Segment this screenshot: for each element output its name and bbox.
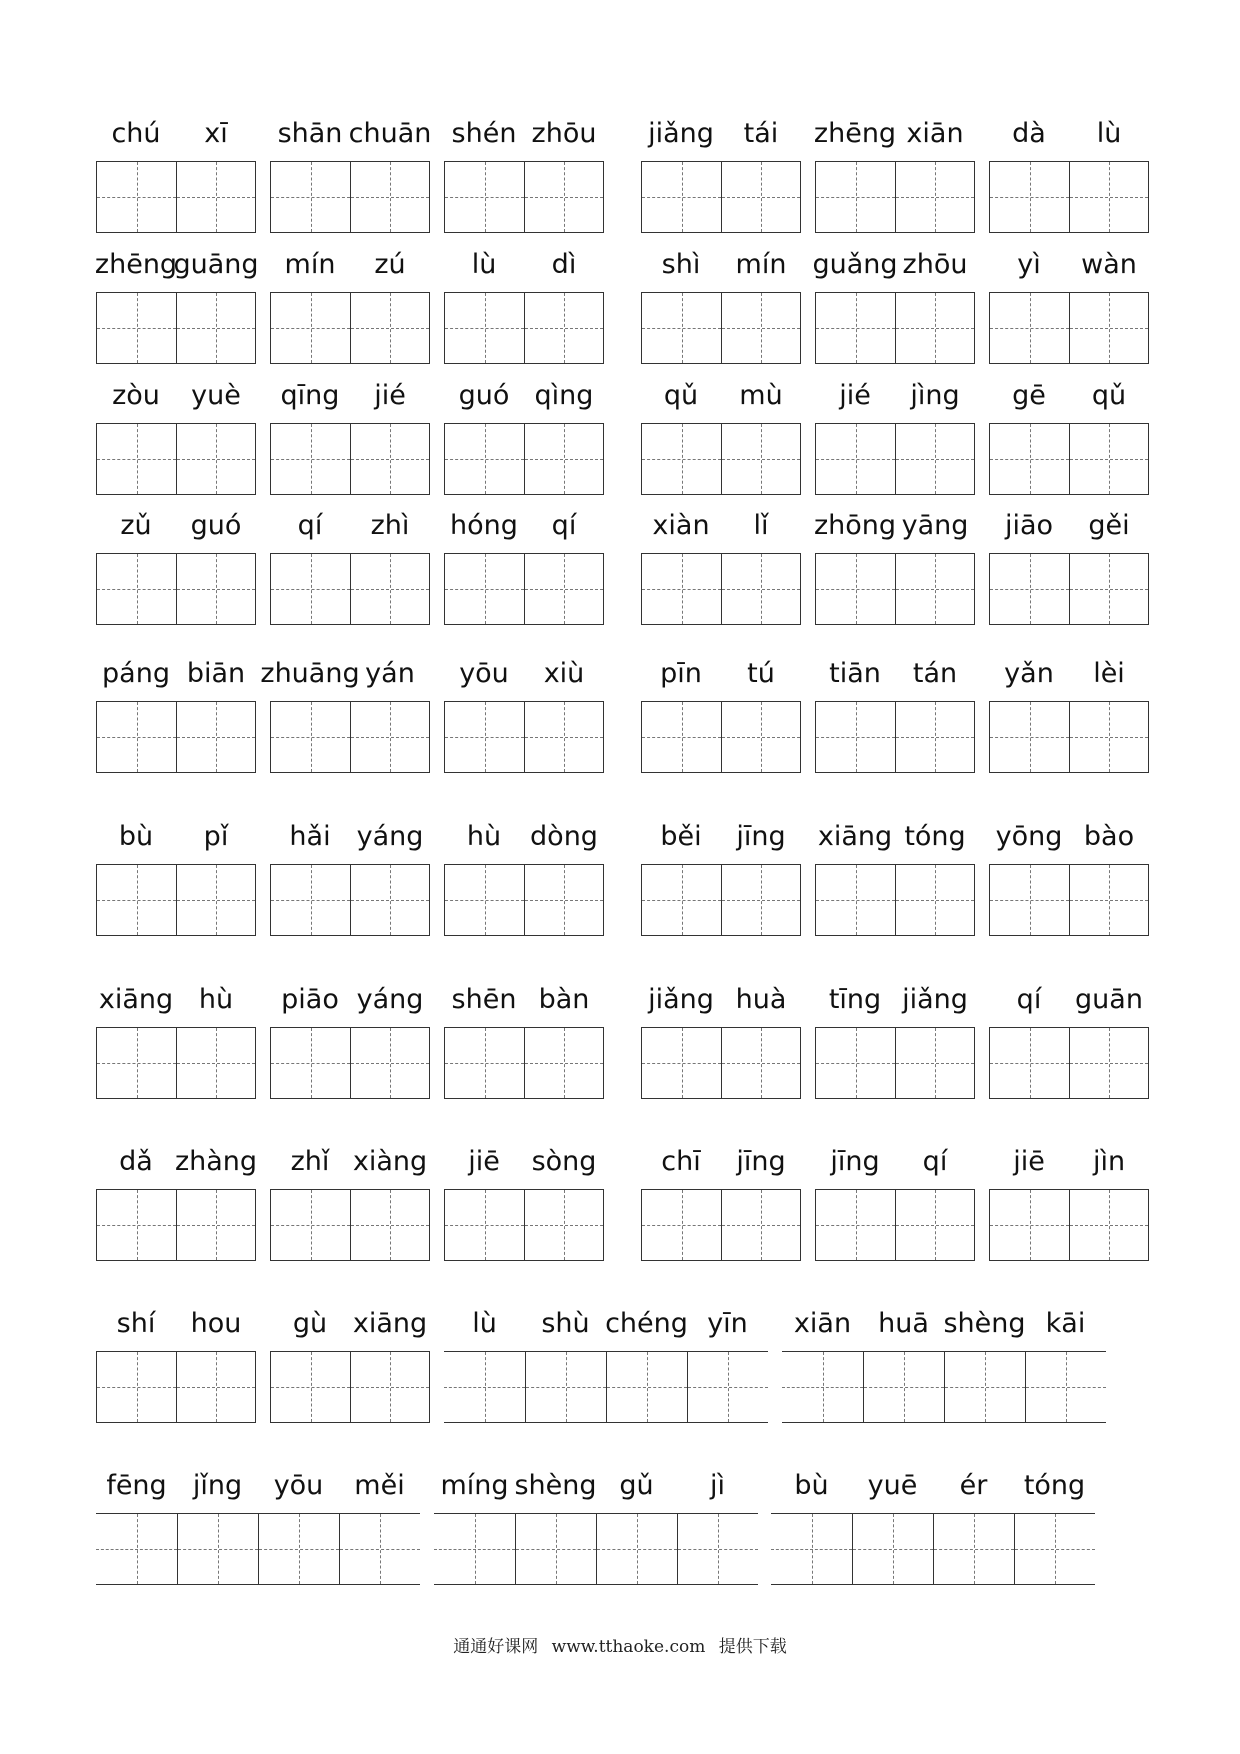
- footer-url: www.tthaoke.com: [551, 1637, 706, 1657]
- pinyin-syllable: xiāng: [817, 821, 893, 852]
- writing-cell[interactable]: [641, 1190, 721, 1260]
- pinyin-syllable: lù: [472, 1308, 497, 1339]
- writing-cell[interactable]: [944, 1352, 1025, 1422]
- writing-cell[interactable]: [270, 1352, 350, 1422]
- pinyin-syllable: jìn: [1092, 1146, 1126, 1177]
- pinyin-syllable: hou: [190, 1308, 242, 1339]
- pinyin-syllable: jié: [839, 380, 871, 411]
- pinyin-syllable: jiē: [468, 1146, 500, 1177]
- writing-box-group: [989, 423, 1149, 495]
- writing-cell[interactable]: [895, 554, 975, 624]
- writing-cell[interactable]: [339, 1514, 420, 1584]
- writing-box-group: [815, 423, 975, 495]
- writing-box-group: [641, 701, 801, 773]
- pinyin-syllable: wàn: [1081, 249, 1137, 280]
- writing-cell[interactable]: [721, 702, 801, 772]
- writing-box-group: [989, 1189, 1149, 1261]
- pinyin-syllable: qìng: [534, 380, 594, 411]
- writing-cell[interactable]: [815, 702, 895, 772]
- writing-box-group: [444, 1351, 768, 1423]
- writing-box-group: [270, 1189, 430, 1261]
- writing-cell[interactable]: [989, 293, 1069, 363]
- writing-box-group: [96, 701, 256, 773]
- writing-box-group: [444, 292, 604, 364]
- writing-cell[interactable]: [524, 865, 604, 935]
- writing-cell[interactable]: [852, 1514, 933, 1584]
- writing-box-group: [641, 864, 801, 936]
- writing-box-group: [815, 1189, 975, 1261]
- writing-cell[interactable]: [1069, 162, 1149, 232]
- footer-suffix: 提供下载: [718, 1637, 787, 1657]
- writing-cell[interactable]: [350, 554, 430, 624]
- writing-cell[interactable]: [1069, 554, 1149, 624]
- pinyin-syllable: shēn: [451, 984, 517, 1015]
- pinyin-syllable: jìng: [910, 380, 960, 411]
- writing-cell[interactable]: [1069, 865, 1149, 935]
- writing-box-group: [444, 701, 604, 773]
- pinyin-syllable: tú: [747, 658, 775, 689]
- pinyin-syllable: ér: [959, 1470, 988, 1501]
- writing-cell[interactable]: [895, 865, 975, 935]
- writing-box-group: [444, 161, 604, 233]
- pinyin-syllable: lù: [1096, 118, 1122, 149]
- footer: [0, 1632, 1240, 1657]
- writing-cell[interactable]: [444, 293, 524, 363]
- writing-cell[interactable]: [721, 162, 801, 232]
- pinyin-syllable: huā: [878, 1308, 929, 1339]
- pinyin-syllable: xī: [204, 118, 228, 149]
- writing-cell[interactable]: [1069, 424, 1149, 494]
- writing-cell[interactable]: [176, 1028, 256, 1098]
- pinyin-syllable: yuè: [191, 380, 241, 411]
- writing-cell[interactable]: [444, 554, 524, 624]
- writing-cell[interactable]: [444, 424, 524, 494]
- pinyin-syllable: guó: [458, 380, 510, 411]
- writing-cell[interactable]: [989, 702, 1069, 772]
- pinyin-syllable: mù: [739, 380, 783, 411]
- pinyin-syllable: tán: [912, 658, 958, 689]
- pinyin-syllable: chuān: [348, 118, 432, 149]
- writing-box-group: [641, 423, 801, 495]
- pinyin-syllable: bào: [1083, 821, 1135, 852]
- pinyin-syllable: lù: [471, 249, 497, 280]
- pinyin-syllable: yǎn: [1004, 658, 1054, 689]
- pinyin-syllable: zú: [374, 249, 406, 280]
- pinyin-syllable: kāi: [1045, 1308, 1086, 1339]
- writing-cell[interactable]: [815, 162, 895, 232]
- pinyin-syllable: shì: [661, 249, 701, 280]
- writing-box-group: [270, 1027, 430, 1099]
- pinyin-syllable: qí: [922, 1146, 948, 1177]
- pinyin-syllable: fēng: [106, 1470, 167, 1501]
- writing-cell[interactable]: [350, 1352, 430, 1422]
- pinyin-syllable: hǎi: [289, 821, 331, 852]
- pinyin-syllable: pīn: [660, 658, 702, 689]
- writing-cell[interactable]: [350, 865, 430, 935]
- writing-cell[interactable]: [641, 554, 721, 624]
- writing-cell[interactable]: [641, 293, 721, 363]
- pinyin-syllable: xiān: [793, 1308, 852, 1339]
- writing-cell[interactable]: [96, 424, 176, 494]
- writing-box-group: [270, 292, 430, 364]
- writing-cell[interactable]: [721, 424, 801, 494]
- writing-cell[interactable]: [815, 1190, 895, 1260]
- writing-cell[interactable]: [525, 1352, 606, 1422]
- writing-cell[interactable]: [350, 1190, 430, 1260]
- writing-box-group: [96, 292, 256, 364]
- pinyin-syllable: yōu: [273, 1470, 324, 1501]
- pinyin-syllable: jǐng: [192, 1470, 243, 1501]
- pinyin-syllable: guǎng: [812, 249, 898, 280]
- writing-cell[interactable]: [270, 293, 350, 363]
- writing-cell[interactable]: [270, 865, 350, 935]
- footer-site: 通通好课网: [453, 1637, 539, 1657]
- pinyin-syllable: lèi: [1093, 658, 1125, 689]
- writing-cell[interactable]: [444, 162, 524, 232]
- pinyin-syllable: xiù: [543, 658, 585, 689]
- writing-cell[interactable]: [782, 1352, 863, 1422]
- writing-box-group: [641, 292, 801, 364]
- writing-box-group: [989, 701, 1149, 773]
- pinyin-syllable: běi: [660, 821, 702, 852]
- pinyin-syllable: xiàng: [352, 1146, 428, 1177]
- writing-cell[interactable]: [444, 702, 524, 772]
- pinyin-syllable: zhì: [370, 510, 410, 541]
- pinyin-syllable: qí: [1016, 984, 1042, 1015]
- writing-cell[interactable]: [270, 1028, 350, 1098]
- writing-box-group: [96, 161, 256, 233]
- writing-cell[interactable]: [96, 162, 176, 232]
- writing-cell[interactable]: [350, 702, 430, 772]
- writing-cell[interactable]: [606, 1352, 687, 1422]
- writing-box-group: [270, 423, 430, 495]
- writing-cell[interactable]: [258, 1514, 339, 1584]
- writing-cell[interactable]: [721, 554, 801, 624]
- pinyin-syllable: piāo: [281, 984, 339, 1015]
- writing-cell[interactable]: [1014, 1514, 1095, 1584]
- writing-box-group: [815, 553, 975, 625]
- writing-cell[interactable]: [989, 162, 1069, 232]
- writing-cell[interactable]: [444, 1352, 525, 1422]
- writing-cell[interactable]: [641, 865, 721, 935]
- pinyin-syllable: tái: [743, 118, 779, 149]
- pinyin-syllable: pǐ: [203, 821, 229, 852]
- writing-cell[interactable]: [176, 1352, 256, 1422]
- writing-box-group: [771, 1513, 1095, 1585]
- writing-box-group: [782, 1351, 1106, 1423]
- pinyin-syllable: dà: [1012, 118, 1046, 149]
- writing-box-group: [270, 864, 430, 936]
- writing-cell[interactable]: [444, 1190, 524, 1260]
- pinyin-syllable: tiān: [829, 658, 881, 689]
- writing-box-group: [96, 553, 256, 625]
- pinyin-syllable: jiāo: [1004, 510, 1054, 541]
- pinyin-syllable: tīng: [828, 984, 882, 1015]
- pinyin-syllable: yōu: [459, 658, 509, 689]
- pinyin-syllable: yáng: [356, 984, 424, 1015]
- pinyin-syllable: jīng: [830, 1146, 880, 1177]
- writing-cell[interactable]: [1025, 1352, 1106, 1422]
- writing-cell[interactable]: [96, 1028, 176, 1098]
- writing-cell[interactable]: [721, 293, 801, 363]
- writing-cell[interactable]: [176, 424, 256, 494]
- writing-cell[interactable]: [933, 1514, 1014, 1584]
- pinyin-syllable: zhōu: [531, 118, 597, 149]
- pinyin-syllable: chī: [661, 1146, 701, 1177]
- writing-box-group: [641, 553, 801, 625]
- writing-cell[interactable]: [1069, 702, 1149, 772]
- writing-cell[interactable]: [96, 1514, 177, 1584]
- pinyin-syllable: xiāng: [352, 1308, 428, 1339]
- pinyin-syllable: yáng: [356, 821, 424, 852]
- writing-cell[interactable]: [177, 1514, 258, 1584]
- pinyin-syllable: zhōng: [813, 510, 897, 541]
- pinyin-syllable: jīng: [736, 821, 786, 852]
- pinyin-syllable: zòu: [112, 380, 160, 411]
- writing-cell[interactable]: [444, 1028, 524, 1098]
- writing-cell[interactable]: [524, 554, 604, 624]
- writing-cell[interactable]: [1069, 293, 1149, 363]
- pinyin-syllable: tóng: [1023, 1470, 1086, 1501]
- writing-box-group: [444, 864, 604, 936]
- pinyin-syllable: sòng: [531, 1146, 597, 1177]
- writing-cell[interactable]: [641, 1028, 721, 1098]
- writing-box-group: [270, 701, 430, 773]
- pinyin-syllable: yāng: [901, 510, 969, 541]
- writing-cell[interactable]: [895, 424, 975, 494]
- pinyin-syllable: shān: [277, 118, 343, 149]
- writing-cell[interactable]: [989, 1190, 1069, 1260]
- pinyin-syllable: jiǎng: [902, 984, 968, 1015]
- pinyin-syllable: jīng: [736, 1146, 786, 1177]
- writing-cell[interactable]: [96, 865, 176, 935]
- pinyin-syllable: zǔ: [120, 510, 152, 541]
- writing-box-group: [96, 1027, 256, 1099]
- pinyin-syllable: shèng: [514, 1470, 597, 1501]
- writing-cell[interactable]: [270, 162, 350, 232]
- pinyin-syllable: yì: [1017, 249, 1041, 280]
- pinyin-syllable: guān: [1075, 984, 1143, 1015]
- pinyin-syllable: biān: [186, 658, 246, 689]
- writing-box-group: [270, 553, 430, 625]
- writing-cell[interactable]: [270, 1190, 350, 1260]
- pinyin-syllable: míng: [440, 1470, 509, 1501]
- pinyin-syllable: gěi: [1088, 510, 1130, 541]
- writing-box-group: [989, 161, 1149, 233]
- writing-cell[interactable]: [677, 1514, 758, 1584]
- pinyin-syllable: zhōu: [902, 249, 968, 280]
- writing-box-group: [989, 864, 1149, 936]
- writing-cell[interactable]: [815, 293, 895, 363]
- writing-box-group: [444, 1027, 604, 1099]
- writing-box-group: [96, 1513, 420, 1585]
- writing-cell[interactable]: [96, 702, 176, 772]
- pinyin-syllable: shù: [541, 1308, 590, 1339]
- writing-cell[interactable]: [524, 1028, 604, 1098]
- pinyin-syllable: hóng: [450, 510, 518, 541]
- pinyin-syllable: páng: [102, 658, 170, 689]
- pinyin-syllable: gē: [1012, 380, 1046, 411]
- writing-cell[interactable]: [176, 1190, 256, 1260]
- pinyin-syllable: guó: [190, 510, 242, 541]
- pinyin-syllable: zhēng: [813, 118, 897, 149]
- writing-cell[interactable]: [350, 424, 430, 494]
- pinyin-syllable: qǔ: [663, 380, 699, 411]
- pinyin-syllable: hù: [466, 821, 502, 852]
- pinyin-syllable: hù: [198, 984, 234, 1015]
- pinyin-syllable: tóng: [904, 821, 966, 852]
- writing-cell[interactable]: [176, 162, 256, 232]
- pinyin-syllable: yōng: [995, 821, 1063, 852]
- pinyin-syllable: qí: [297, 510, 323, 541]
- writing-cell[interactable]: [641, 162, 721, 232]
- pinyin-syllable: zhēng: [94, 249, 178, 280]
- writing-cell[interactable]: [721, 1190, 801, 1260]
- writing-cell[interactable]: [96, 1352, 176, 1422]
- writing-box-group: [270, 1351, 430, 1423]
- pinyin-syllable: xiāng: [98, 984, 174, 1015]
- writing-cell[interactable]: [721, 865, 801, 935]
- pinyin-syllable: dì: [551, 249, 577, 280]
- writing-cell[interactable]: [524, 1190, 604, 1260]
- pinyin-syllable: jié: [374, 380, 406, 411]
- writing-cell[interactable]: [350, 293, 430, 363]
- writing-cell[interactable]: [96, 293, 176, 363]
- writing-cell[interactable]: [176, 865, 256, 935]
- writing-cell[interactable]: [596, 1514, 677, 1584]
- pinyin-syllable: yán: [365, 658, 415, 689]
- writing-cell[interactable]: [524, 424, 604, 494]
- pinyin-syllable: xiàn: [652, 510, 710, 541]
- pinyin-syllable: huà: [735, 984, 787, 1015]
- writing-box-group: [444, 1189, 604, 1261]
- pinyin-syllable: měi: [354, 1470, 405, 1501]
- writing-cell[interactable]: [989, 554, 1069, 624]
- writing-box-group: [96, 1189, 256, 1261]
- writing-cell[interactable]: [524, 702, 604, 772]
- pinyin-syllable: zhǐ: [290, 1146, 330, 1177]
- writing-box-group: [96, 1351, 256, 1423]
- writing-cell[interactable]: [176, 293, 256, 363]
- writing-box-group: [96, 864, 256, 936]
- writing-cell[interactable]: [524, 293, 604, 363]
- pinyin-syllable: qīng: [280, 380, 340, 411]
- pinyin-syllable: zhàng: [174, 1146, 258, 1177]
- writing-cell[interactable]: [989, 865, 1069, 935]
- writing-box-group: [815, 864, 975, 936]
- pinyin-syllable: gǔ: [619, 1470, 654, 1501]
- writing-cell[interactable]: [434, 1514, 515, 1584]
- pinyin-syllable: shí: [116, 1308, 156, 1339]
- writing-cell[interactable]: [350, 162, 430, 232]
- writing-cell[interactable]: [989, 1028, 1069, 1098]
- writing-cell[interactable]: [771, 1514, 852, 1584]
- writing-cell[interactable]: [1069, 1028, 1149, 1098]
- pinyin-syllable: bù: [118, 821, 154, 852]
- writing-box-group: [989, 292, 1149, 364]
- writing-box-group: [815, 1027, 975, 1099]
- writing-cell[interactable]: [721, 1028, 801, 1098]
- writing-box-group: [641, 1027, 801, 1099]
- writing-cell[interactable]: [641, 424, 721, 494]
- pinyin-syllable: bù: [794, 1470, 829, 1501]
- pinyin-syllable: xiān: [906, 118, 964, 149]
- writing-box-group: [989, 553, 1149, 625]
- writing-cell[interactable]: [270, 702, 350, 772]
- writing-box-group: [641, 161, 801, 233]
- pinyin-syllable: shén: [451, 118, 517, 149]
- pinyin-syllable: chú: [111, 118, 161, 149]
- writing-cell[interactable]: [524, 162, 604, 232]
- pinyin-syllable: jiē: [1013, 1146, 1045, 1177]
- pinyin-syllable: dǎ: [119, 1146, 153, 1177]
- pinyin-syllable: jiǎng: [648, 984, 714, 1015]
- pinyin-syllable: lǐ: [753, 510, 769, 541]
- pinyin-syllable: jì: [709, 1470, 726, 1501]
- writing-cell[interactable]: [515, 1514, 596, 1584]
- writing-box-group: [815, 292, 975, 364]
- pinyin-syllable: zhuāng: [260, 658, 360, 689]
- writing-cell[interactable]: [815, 1028, 895, 1098]
- pinyin-syllable: yīn: [707, 1308, 748, 1339]
- writing-cell[interactable]: [863, 1352, 944, 1422]
- writing-cell[interactable]: [641, 702, 721, 772]
- pinyin-syllable: yuē: [867, 1470, 918, 1501]
- writing-cell[interactable]: [176, 554, 256, 624]
- pinyin-syllable: mín: [284, 249, 336, 280]
- writing-cell[interactable]: [270, 554, 350, 624]
- pinyin-syllable: bàn: [538, 984, 590, 1015]
- pinyin-syllable: gù: [292, 1308, 328, 1339]
- writing-cell[interactable]: [815, 554, 895, 624]
- writing-box-group: [270, 161, 430, 233]
- pinyin-syllable: jiǎng: [648, 118, 714, 149]
- pinyin-syllable: mín: [735, 249, 787, 280]
- writing-cell[interactable]: [176, 702, 256, 772]
- writing-box-group: [444, 553, 604, 625]
- writing-cell[interactable]: [1069, 1190, 1149, 1260]
- pinyin-syllable: dòng: [530, 821, 598, 852]
- writing-box-group: [641, 1189, 801, 1261]
- writing-cell[interactable]: [270, 424, 350, 494]
- writing-box-group: [96, 423, 256, 495]
- writing-cell[interactable]: [895, 162, 975, 232]
- writing-box-group: [989, 1027, 1149, 1099]
- pinyin-syllable: qí: [551, 510, 577, 541]
- writing-box-group: [815, 161, 975, 233]
- writing-cell[interactable]: [815, 424, 895, 494]
- pinyin-syllable: shèng: [943, 1308, 1026, 1339]
- pinyin-syllable: chéng: [605, 1308, 688, 1339]
- writing-box-group: [444, 423, 604, 495]
- writing-cell[interactable]: [96, 554, 176, 624]
- pinyin-syllable: guāng: [173, 249, 259, 280]
- writing-cell[interactable]: [895, 1190, 975, 1260]
- writing-cell[interactable]: [989, 424, 1069, 494]
- writing-cell[interactable]: [96, 1190, 176, 1260]
- writing-box-group: [815, 701, 975, 773]
- pinyin-syllable: qǔ: [1091, 380, 1127, 411]
- writing-cell[interactable]: [687, 1352, 768, 1422]
- writing-cell[interactable]: [895, 702, 975, 772]
- writing-box-group: [434, 1513, 758, 1585]
- writing-cell[interactable]: [895, 1028, 975, 1098]
- writing-cell[interactable]: [815, 865, 895, 935]
- writing-cell[interactable]: [444, 865, 524, 935]
- writing-cell[interactable]: [895, 293, 975, 363]
- writing-cell[interactable]: [350, 1028, 430, 1098]
